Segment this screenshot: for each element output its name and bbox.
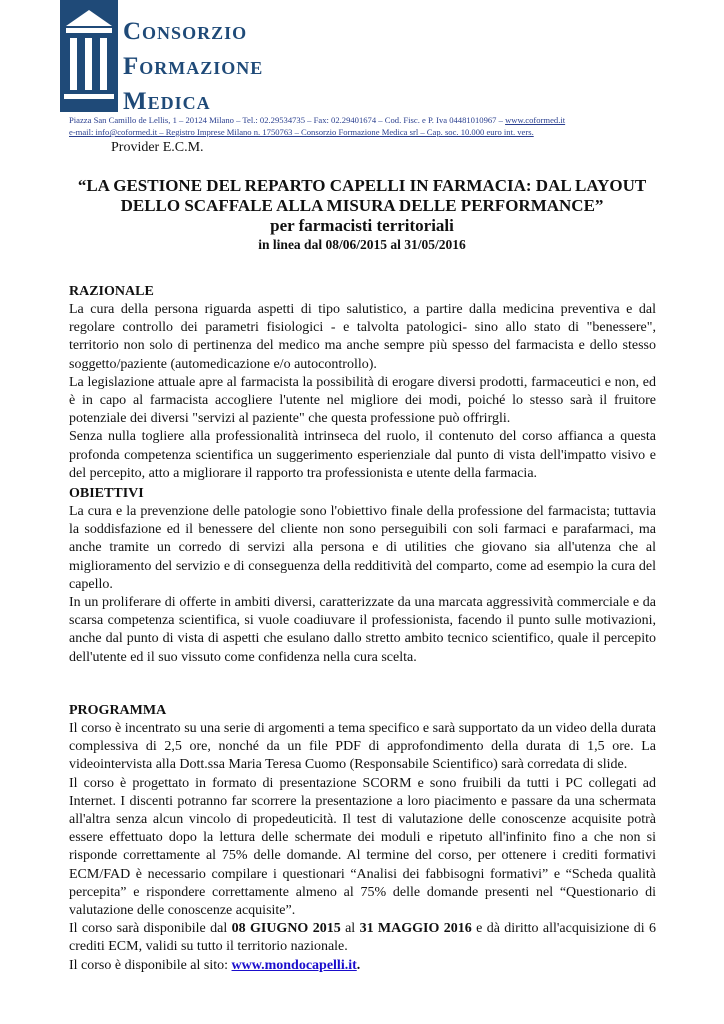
course-title-block — [60, 176, 664, 254]
programma-heading: PROGRAMMA — [69, 703, 167, 718]
obiettivi-section — [69, 485, 656, 667]
logo-icon — [60, 0, 118, 112]
programma-paragraph-2: Il corso è progettato in formato di presentazione SCORM e sono fruibili da tutti i PC collegati ad Internet. I discenti potranno far scorrere la presentazione a loro piacimento e passare da una schermata all'altra senza alcun vincolo di propedeuticità. Il test di valutazione delle conoscenze acquisite potrà essere effettuato dopo la lettura delle schermate dei moduli e ripetuto all'infinito fino a che non si risponde correttamente al 75% delle domande. Al termine del corso, per ottenere i crediti formativi ECM/FAD è necessario compilare i questionari “Analisi dei fabbisogni formativi” e “Scheda qualità percepita” e rispondere correttamente almeno al 75% delle domande presenti nel “Questionario di valutazione delle conoscenze acquisite”. — [69, 775, 656, 919]
course-dates: in linea dal 08/06/2015 al 31/05/2016 — [258, 237, 466, 252]
availability-text-2: al — [340, 921, 360, 937]
course-title-line-2: DELLO SCAFFALE ALLA MISURA DELLE PERFORMANCE” — [120, 196, 604, 215]
logo-line-3: Medica — [123, 88, 211, 115]
registry-text: e-mail: info@coformed.it – Registro Imprese Milano n. 1750763 – Consorzio Formazione Medica srl – Cap. soc. 10.000 euro int. vers. — [69, 127, 534, 137]
programma-paragraph-1: Il corso è incentrato su una serie di argomenti a tema specifico e sarà supportato da un video della durata complessiva di 2,5 ore, nonché da un file PDF di approfondimento della durata di 1,5 ore. La videointervista alla Dott.ssa Maria Teresa Cuomo (Responsabile Scientifico) sarà corredata di slide. — [69, 721, 656, 773]
programma-paragraph-3 — [69, 920, 656, 956]
website-link[interactable]: www.coformed.it — [505, 115, 566, 125]
obiettivi-heading: OBIETTIVI — [69, 486, 144, 501]
obiettivi-paragraph-2: In un proliferare di offerte in ambiti diversi, caratterizzate da una marcata aggressività commerciale e da scarsa competenza scientifica, si vuole coadiuvare il professionista, facendo il punto sulle motivazioni, anche dal punto di vista di aspetti che esulano dallo stretto ambito tecnico scientifico, quale il percepito dell'utente ed il suo vissuto come confidenza nella cura scelta. — [69, 595, 656, 665]
site-label: Il corso è disponibile al sito: — [69, 957, 232, 973]
contact-info — [69, 114, 565, 138]
logo-line-1: Consorzio — [123, 18, 248, 45]
end-date: 31 MAGGIO 2016 — [359, 921, 472, 937]
programma-paragraph-4 — [69, 957, 656, 975]
razionale-paragraph-3: Senza nulla togliere alla professionalità intrinseca del ruolo, il contenuto del corso affianca a questa profonda competenza scientifica un suggerimento esperienziale dal punto di vista dell'impatto visivo e del percepito, atto a migliorare il rapporto tra professionista e utente della farmacia. — [69, 429, 656, 481]
razionale-heading: RAZIONALE — [69, 284, 154, 299]
programma-section — [69, 702, 656, 975]
contact-line-1 — [69, 114, 565, 126]
razionale-paragraph-2: La legislazione attuale apre al farmacista la possibilità di erogare diversi prodotti, farmaceutici e non, ed è in capo al farmacista accogliere l'utente nel migliore dei modi, poiché lo stesso sarà il fruitore potenziale dei diversi "servizi al paziente" che questa professione può offrirgli. — [69, 374, 656, 427]
availability-text-1: Il corso sarà disponibile dal — [69, 921, 232, 937]
contact-line-2 — [69, 126, 565, 138]
obiettivi-paragraph-1: La cura e la prevenzione delle patologie sono l'obiettivo finale della professione del farmacista; tuttavia la soddisfazione ed il benessere del cliente non sono perseguibili con soli farmaci e parafarmaci, ma anche tramite un corredo di servizi alla persona e di utilities che giovano sia all'utenza che al miglioramento del servizio e di conseguenza della redditività del comparto, come ad esempio la cura del capello. — [69, 504, 656, 592]
provider-label: Provider E.C.M. — [111, 140, 204, 155]
availability-text-3: e dà diritto all'acquisizione di 6 crediti ECM, validi su tutto il territorio nazionale. — [69, 921, 657, 955]
razionale-section — [69, 283, 656, 483]
logo-line-2: Formazione — [123, 53, 264, 80]
course-title-line-1: “LA GESTIONE DEL REPARTO CAPELLI IN FARMACIA: DAL LAYOUT — [77, 176, 647, 195]
address-text: Piazza San Camillo de Lellis, 1 – 20124 Milano – Tel.: 02.29534735 – Fax: 02.29401674 – Cod. Fisc. e P. Iva 04481010967 – — [69, 115, 506, 125]
logo-wordmark — [123, 14, 263, 119]
mondocapelli-link[interactable]: www.mondocapelli.it — [231, 957, 357, 973]
site-period: . — [356, 957, 361, 973]
course-audience: per farmacisti territoriali — [270, 216, 454, 235]
razionale-paragraph-1: La cura della persona riguarda aspetti di tipo salutistico, a partire dalla medicina preventiva e dal regolare controllo dei parametri fisiologici - e talvolta patologici- sino allo stato di "benessere", territorio non solo di pertinenza del medico ma anche sempre più spesso del farmacista e dello stesso soggetto/paziente (automedicazione e/o autocontrollo). — [69, 302, 656, 372]
start-date: 08 GIUGNO 2015 — [231, 921, 341, 937]
